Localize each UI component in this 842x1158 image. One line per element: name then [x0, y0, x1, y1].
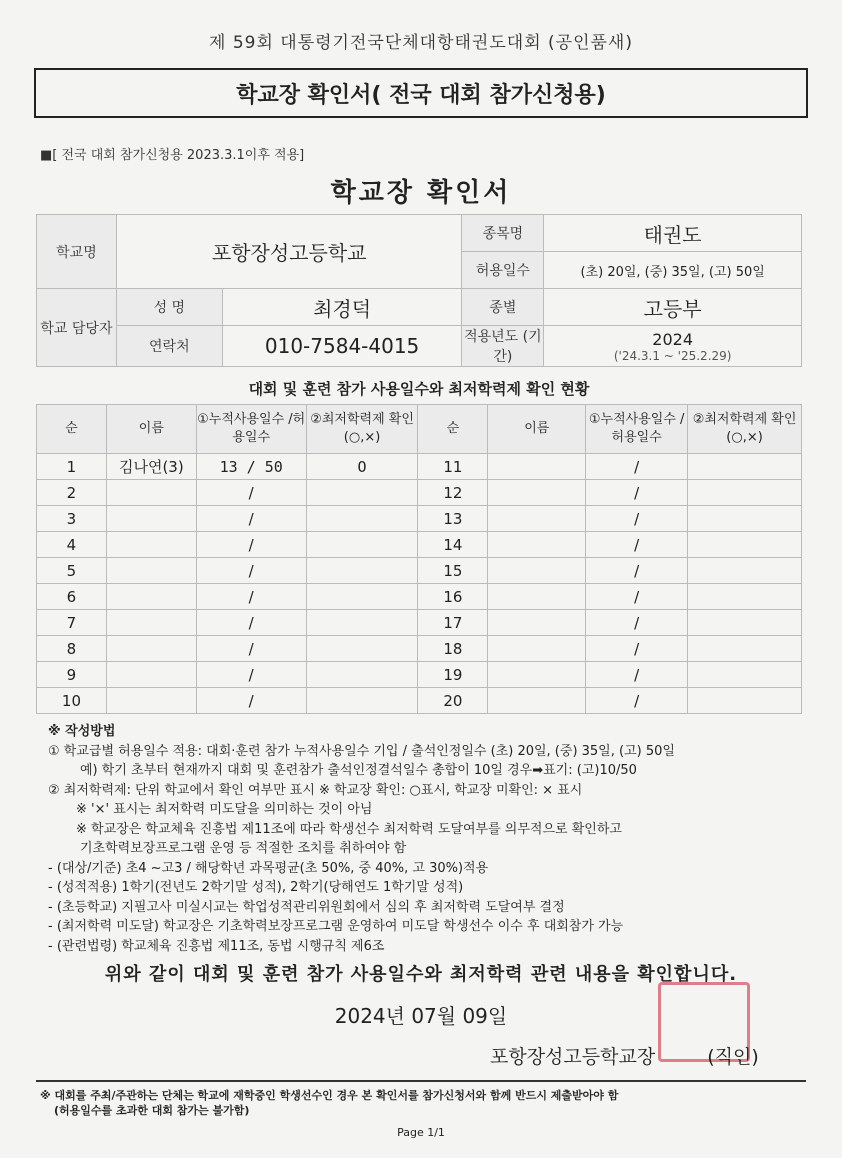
contact-value: 010-7584-4015: [222, 326, 462, 367]
cell-acad: [688, 688, 802, 714]
cell-days: /: [196, 480, 306, 506]
year-value: 2024: [652, 329, 694, 349]
cell-no: 4: [37, 532, 107, 558]
cell-acad: O: [306, 454, 418, 480]
cell-no: 20: [418, 688, 488, 714]
allow-value: (초) 20일, (중) 35일, (고) 50일: [544, 252, 802, 289]
header-title: 제 59회 대통령기전국단체대항태권도대회 (공인품새): [209, 33, 633, 53]
header-no: 순: [418, 405, 488, 454]
cell-name: [488, 584, 586, 610]
table-row: [37, 480, 802, 506]
contact-label: 연락처: [116, 326, 222, 367]
cell-days: /: [586, 558, 688, 584]
document-title: 학교장 확인서: [330, 178, 512, 208]
cell-acad: [306, 636, 418, 662]
divider: [36, 1080, 806, 1082]
cell-acad: [688, 558, 802, 584]
signer: [490, 1042, 759, 1069]
cell-name: [488, 506, 586, 532]
cell-acad: [306, 610, 418, 636]
cell-acad: [688, 636, 802, 662]
cell-no: 16: [418, 584, 488, 610]
header-no: 순: [37, 405, 107, 454]
cell-no: 5: [37, 558, 107, 584]
cell-days: /: [586, 454, 688, 480]
cell-acad: [306, 480, 418, 506]
cell-days: /: [196, 558, 306, 584]
cell-acad: [306, 506, 418, 532]
table-row: [37, 662, 802, 688]
cell-no: 6: [37, 584, 107, 610]
cell-acad: [688, 662, 802, 688]
cell-no: 17: [418, 610, 488, 636]
writing-notes: [48, 722, 808, 956]
cell-days: /: [196, 532, 306, 558]
cell-no: 15: [418, 558, 488, 584]
cell-no: 12: [418, 480, 488, 506]
cell-acad: [306, 584, 418, 610]
cell-days: /: [196, 662, 306, 688]
header-name: 이름: [106, 405, 196, 454]
division-label: 종별: [462, 289, 544, 326]
document-date: 2024년 07월 09일: [334, 1004, 508, 1028]
cell-acad: [688, 454, 802, 480]
note-line: - (성적적용) 1학기(전년도 2학기말 성적), 2학기(당해연도 1학기말 성적): [48, 880, 464, 895]
cell-days: /: [196, 506, 306, 532]
note-line: ① 학교급별 허용일수 적용: 대회·훈련 참가 누적사용일수 기입 / 출석인정일수 (초) 20일, (중) 35일, (고) 50일: [48, 743, 675, 759]
header-days: ①누적사용일수 /허용일수: [196, 405, 306, 454]
cell-acad: [688, 506, 802, 532]
cell-name: [488, 662, 586, 688]
cell-days: /: [196, 688, 306, 714]
cell-name: [488, 636, 586, 662]
staff-label: 학교 담당자: [37, 289, 117, 367]
year-period: ('24.3.1 ~ '25.2.29): [613, 348, 732, 363]
cell-no: 14: [418, 532, 488, 558]
cell-name: [488, 688, 586, 714]
cell-name: [106, 506, 196, 532]
cell-days: 13 / 50: [196, 454, 306, 480]
header-name: 이름: [488, 405, 586, 454]
table-row: [37, 610, 802, 636]
cell-no: 11: [418, 454, 488, 480]
section-heading: 대회 및 훈련 참가 사용일수와 최저학력제 확인 현황: [248, 380, 590, 398]
table-row: [37, 688, 802, 714]
page-number: Page 1/1: [397, 1126, 445, 1139]
cell-days: /: [586, 480, 688, 506]
cell-days: /: [586, 584, 688, 610]
school-value: 포항장성고등학교: [116, 215, 462, 289]
note-line: - (초등학교) 지필고사 미실시교는 학업성적관리위원회에서 심의 후 최저학력 도달여부 결정: [48, 899, 565, 915]
usage-table: [36, 404, 802, 714]
header-acad: ②최저학력제 확인(○,×): [306, 405, 418, 454]
confirm-statement: 위와 같이 대회 및 훈련 참가 사용일수와 최저학력 관련 내용을 확인합니다.: [104, 964, 738, 985]
boxed-title: 학교장 확인서( 전국 대회 참가신청용): [34, 68, 808, 118]
cell-name: 김나연(3): [106, 454, 196, 480]
cell-name: [106, 532, 196, 558]
cell-days: /: [586, 506, 688, 532]
cell-days: /: [586, 662, 688, 688]
table-row: [37, 506, 802, 532]
cell-acad: [306, 688, 418, 714]
cell-acad: [306, 558, 418, 584]
cell-no: 3: [37, 506, 107, 532]
cell-days: /: [196, 610, 306, 636]
cell-no: 18: [418, 636, 488, 662]
cell-acad: [306, 662, 418, 688]
cell-days: /: [586, 688, 688, 714]
apply-note: ■[ 전국 대회 참가신청용 2023.3.1이후 적용]: [40, 148, 305, 163]
note-line: ② 최저학력제: 단위 학교에서 확인 여부만 표시 ※ 학교장 확인: ○표시, 학교장 미확인: × 표시: [48, 782, 583, 798]
signer-name: 포항장성고등학교장: [490, 1046, 656, 1068]
cell-name: [488, 532, 586, 558]
footer-note: [40, 1088, 820, 1118]
cell-no: 7: [37, 610, 107, 636]
cell-acad: [688, 532, 802, 558]
cell-days: /: [196, 636, 306, 662]
note-line: - (관련법령) 학교체육 진흥법 제11조, 동법 시행규칙 제6조: [48, 938, 385, 954]
note-line: 예) 학기 초부터 현재까지 대회 및 훈련참가 출석인정결석일수 총합이 10일 경우➡표기: (고)10/50: [80, 763, 637, 778]
cell-acad: [306, 532, 418, 558]
table-row: [37, 454, 802, 480]
cell-days: /: [586, 636, 688, 662]
table-row: [37, 558, 802, 584]
cell-no: 8: [37, 636, 107, 662]
cell-no: 9: [37, 662, 107, 688]
header-acad: ②최저학력제 확인(○,×): [688, 405, 802, 454]
cell-name: [106, 558, 196, 584]
cell-name: [106, 662, 196, 688]
cell-acad: [688, 584, 802, 610]
year-label: 적용년도 (기간): [462, 326, 544, 367]
cell-name: [106, 636, 196, 662]
cell-name: [106, 480, 196, 506]
year-cell: [544, 326, 802, 367]
cell-name: [488, 454, 586, 480]
cell-acad: [688, 610, 802, 636]
table-row: [37, 636, 802, 662]
header-days: ①누적사용일수 /허용일수: [586, 405, 688, 454]
cell-name: [106, 688, 196, 714]
cell-name: [488, 480, 586, 506]
footer-line-1: ※ 대회를 주최/주관하는 단체는 학교에 재학중인 학생선수인 경우 본 확인서를 참가신청서와 함께 반드시 제출받아야 함: [40, 1089, 619, 1102]
note-line: ※ '×' 표시는 최저학력 미도달을 의미하는 것이 아님: [76, 802, 373, 817]
name-label: 성 명: [116, 289, 222, 326]
division-value: 고등부: [544, 289, 802, 326]
cell-name: [106, 610, 196, 636]
cell-no: 1: [37, 454, 107, 480]
note-line: 기초학력보장프로그램 운영 등 적절한 조치를 취하여야 함: [80, 841, 407, 856]
name-value: 최경덕: [222, 289, 462, 326]
note-line: - (최저학력 미도달) 학교장은 기초학력보장프로그램 운영하여 미도달 학생선수 이수 후 대회참가 가능: [48, 919, 624, 934]
event-label: 종목명: [462, 215, 544, 252]
note-line: ※ 학교장은 학교체육 진흥법 제11조에 따라 학생선수 최저학력 도달여부를 의무적으로 확인하고: [76, 821, 622, 837]
cell-no: 2: [37, 480, 107, 506]
cell-days: /: [586, 610, 688, 636]
cell-no: 10: [37, 688, 107, 714]
cell-acad: [688, 480, 802, 506]
table-row: [37, 584, 802, 610]
table-row: [37, 532, 802, 558]
event-value: 태권도: [544, 215, 802, 252]
footer-line-2: (허용일수를 초과한 대회 참가는 불가함): [54, 1104, 250, 1117]
allow-label: 허용일수: [462, 252, 544, 289]
cell-no: 19: [418, 662, 488, 688]
info-table: [36, 214, 802, 367]
seal-note: (직인): [707, 1046, 759, 1068]
cell-days: /: [196, 584, 306, 610]
school-label: 학교명: [37, 215, 117, 289]
cell-days: /: [586, 532, 688, 558]
cell-name: [106, 584, 196, 610]
note-line: - (대상/기준) 초4 ~고3 / 해당학년 과목평균(초 50%, 중 40%, 고 30%)적용: [48, 860, 489, 876]
cell-name: [488, 558, 586, 584]
cell-name: [488, 610, 586, 636]
note-line: ※ 작성방법: [48, 724, 116, 739]
cell-no: 13: [418, 506, 488, 532]
